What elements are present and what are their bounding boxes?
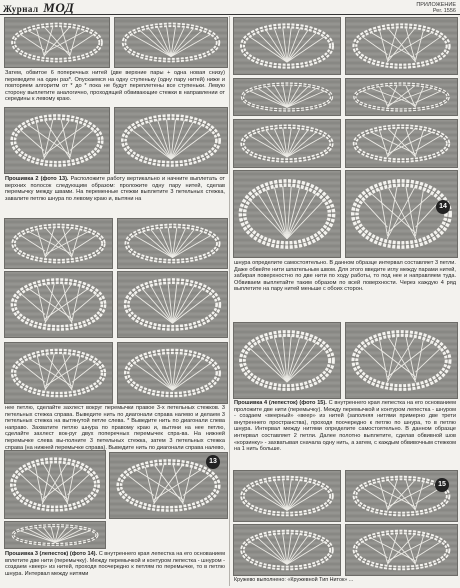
lace-photo — [4, 342, 113, 404]
issue-label: Рег. 1556 — [432, 8, 456, 14]
column-divider — [229, 16, 230, 586]
instructions-para — [234, 400, 456, 468]
lace-motif-graphic — [234, 525, 340, 575]
lace-motif-graphic — [234, 323, 340, 398]
lace-photo — [4, 521, 106, 549]
lace-photo — [117, 271, 228, 338]
section-body: С внутреннего края лепестка на его основанием проложите две нити (перемычку). Между перемычкой и контуром лепестка - шнуром - создаем «веерный» «веер» из нитей (заполняя нитями примерно две трети внутреннего пространства), проходя поочередно к петлю по шнура, то в петлю шнура. Интервал между нитями определите самостоятельно. В данном образце интервал составляет 2 петли. Далее полотно выплетите, сделав обвивной шов «корзинку» - захватывая сначала одну нить, а затем, с каждым обвивочным стежком на 1 нить больше. — [234, 400, 456, 453]
section-title: Прошивка 2 (фото 13). — [5, 176, 69, 182]
photo-number-badge: 13 — [206, 455, 220, 469]
lace-motif-graphic — [346, 323, 457, 398]
lace-photo — [345, 17, 458, 75]
lace-motif-graphic — [5, 272, 112, 337]
lace-photo — [4, 218, 113, 269]
lace-photo — [4, 450, 106, 519]
lace-photo — [233, 524, 341, 576]
section-title: Прошивка 4 (лепесток) (фото 15). — [234, 400, 327, 406]
logo-big-text: МОД — [43, 0, 75, 15]
lace-photo — [233, 17, 341, 75]
lace-motif-graphic — [346, 525, 457, 575]
lace-motif-graphic — [115, 108, 227, 173]
lace-motif-graphic — [5, 451, 105, 518]
lace-photo — [233, 119, 341, 168]
instructions-para: Затем, обвитое 6 поперечных нитей (две верхние пары + одна новая снизу) переведите на один раз*. Опускаемся на одну ступеньку (одну пару нитей) ниже и повторяем алгоритм от * до * пока не будут переплетены все ступеньки. Левую сторону выплетите аналогично, проходящей обвивающие стежки в направлении от середины к левому краю. — [5, 70, 225, 103]
lace-motif-graphic — [118, 219, 227, 268]
lace-photo — [117, 342, 228, 404]
lace-motif-graphic — [5, 343, 112, 403]
lace-motif-graphic — [234, 79, 340, 115]
lace-motif-graphic — [346, 171, 457, 257]
logo-small-text: Журнал — [3, 4, 39, 14]
lace-photo — [233, 170, 341, 258]
lace-photo — [345, 119, 458, 168]
lace-motif-graphic — [118, 272, 227, 337]
issue-info — [416, 2, 456, 14]
lace-motif-graphic — [234, 18, 340, 74]
lace-photo — [233, 322, 341, 399]
lace-photo — [233, 78, 341, 116]
lace-photo — [4, 17, 110, 68]
lace-photo — [114, 17, 228, 68]
lace-motif-graphic — [234, 171, 340, 257]
lace-motif-graphic — [234, 120, 340, 167]
instructions-para: шнура определите самостоятельно. В данном образце интервал составляет 3 петли. Даже обвейте нити шпательным швом. Для этого введите иглу между парами нитей, забирая поверхностно по две нити по ходу работы, то под нее и направляем туда. Обвиваем выплетайте таким образом по всей поверхности. Через каждую 4 ряд выплетите на пару нитей меньше с обоих сторон. — [234, 260, 456, 293]
photo-number-badge: 14 — [436, 200, 450, 214]
section-body: С внутреннего края лепестка на его основанием вплетите две нити (перемычку). Между перемычкой и контуром лепестка - шнуром - создаем «веер» из нитей, проходя поочередно к петлям по перемычке, то в петлю шнура. Интервал между нитями — [5, 551, 225, 577]
photo-number-badge: 15 — [435, 478, 449, 492]
lace-motif-graphic — [5, 108, 109, 173]
lace-photo — [345, 322, 458, 399]
section-body: Расположите работу вертикально и начните выплетать от верхних полосок следующим образом: проложите одну пару нитей, сделав перемычку между швами. На переменные стежки выплетите 3 петельных стежка, завалите петлю шнура по левому краю и, вытяни на — [5, 176, 225, 202]
lace-photo — [345, 170, 458, 258]
lace-motif-graphic — [234, 471, 340, 521]
section-title: Прошивка 3 (лепесток) (фото 14). — [5, 551, 98, 557]
lace-motif-graphic — [118, 343, 227, 403]
instructions-para — [5, 176, 225, 202]
lace-motif-graphic — [346, 18, 457, 74]
section-label: ПРИЛОЖЕНИЕ — [416, 2, 456, 8]
lace-motif-graphic — [115, 18, 227, 67]
lace-photo — [233, 470, 341, 522]
lace-photo — [4, 107, 110, 174]
lace-photo — [345, 78, 458, 116]
instructions-para — [5, 551, 225, 587]
instructions-para: нее петлю, сделайте захлест вокруг перемычки правое 3-х петельных стежков. 3 петельных стежка справа. Выведите нить по диагонали справа налево и делаем 3 петельных стежка на вытянутой петле слева. * Выведите нить по диагонали слева направо. Захватите петлю шнура по правому краю и, вытяни на нее петлю, сделайте захлест вок-руг двух поперечных перемычек спра-ва. На нижней перемычке слева вы-полните 3 петельных стежка, затем 3 петельных стежка справа (на нижней перемычке справа). Выведите нить по диагонали справа налево, — [5, 405, 225, 451]
lace-motif-graphic — [346, 120, 457, 167]
lace-photo — [345, 524, 458, 576]
lace-photo — [4, 271, 113, 338]
lace-photo — [117, 218, 228, 269]
photo-caption: Кружево выполнено: «Кружевной Тип Ниток» ... — [234, 577, 354, 583]
lace-motif-graphic — [346, 79, 457, 115]
lace-motif-graphic — [5, 18, 109, 67]
lace-motif-graphic — [5, 522, 105, 548]
lace-motif-graphic — [5, 219, 112, 268]
lace-photo — [114, 107, 228, 174]
header-rule — [0, 14, 460, 15]
